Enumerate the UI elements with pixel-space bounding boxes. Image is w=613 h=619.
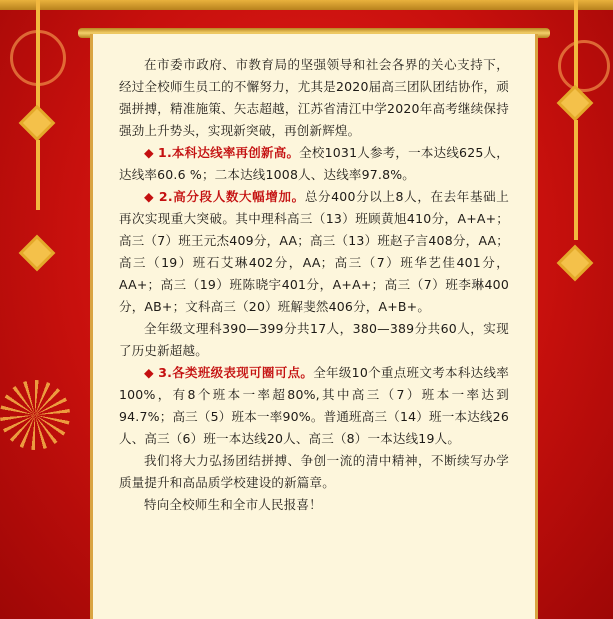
tassel xyxy=(574,0,578,90)
section-1-text: 全校1031人参考，一本达线625人，达线率60.6 %；二本达线1008人、达线率97.8%。 xyxy=(119,145,509,182)
section-2-heading: 2.高分段人数大幅增加。 xyxy=(158,189,305,204)
section-3-text: 全年级10个重点班文考本科达线率100%，有8个班本一率超80%,其中高三（7）班本一率达到94.7%；高三（5）班本一率90%。普通班高三（14）班一本达线26人、高三（6）班一本达线20人、高三（8）一本达线19人。 xyxy=(119,365,509,446)
announcement-scroll xyxy=(90,34,538,619)
diamond-bullet-icon: ◆ xyxy=(144,189,155,204)
section-3 xyxy=(119,362,509,450)
chinese-knot-icon xyxy=(557,245,594,282)
final-line: 特向全校师生和全市人民报喜！ xyxy=(144,497,322,512)
section-2 xyxy=(119,186,509,318)
section-3-heading: 3.各类班级表现可圈可点。 xyxy=(158,365,314,380)
section-1-heading: 1.本科达线率再创新高。 xyxy=(158,145,300,160)
section-1 xyxy=(119,142,509,186)
left-decoration xyxy=(0,0,95,619)
chinese-knot-icon xyxy=(19,105,56,142)
swirl-ornament xyxy=(558,40,610,92)
score-summary: 全年级文理科390—399分共17人，380—389分共60人，实现了历史新超越。 xyxy=(119,321,509,358)
diamond-bullet-icon: ◆ xyxy=(144,145,154,160)
firework-icon xyxy=(0,380,70,450)
diamond-bullet-icon: ◆ xyxy=(144,365,154,380)
tassel xyxy=(36,0,40,120)
tassel xyxy=(36,140,40,210)
tassel xyxy=(574,120,578,240)
chinese-knot-icon xyxy=(19,235,56,272)
section-2-text: 总分400分以上8人，在去年基础上再次实现重大突破。其中理科高三（13）班顾黄旭410分，A+A+；高三（7）班王元杰409分，AA；高三（13）班赵子言408分，AA；高三（19）班石艾琳402分，AA；高三（7）班华艺佳401分，AA+；高三（19）班陈晓宇401分，A+A+；高三（7）班李琳400分，AB+；文科高三（20）班解斐然406分，A+B+。 xyxy=(119,189,509,314)
closing-paragraph: 我们将大力弘扬团结拼搏、争创一流的清中精神，不断续写办学质量提升和高品质学校建设的新篇章。 xyxy=(119,453,509,490)
intro-paragraph: 在市委市政府、市教育局的坚强领导和社会各界的关心支持下，经过全校师生员工的不懈努力，尤其是2020届高三团队团结协作，顽强拼搏，精准施策、矢志超越，江苏省清江中学2020年高考继续保持强劲上升势头，实现新突破，再创新辉煌。 xyxy=(119,57,509,138)
